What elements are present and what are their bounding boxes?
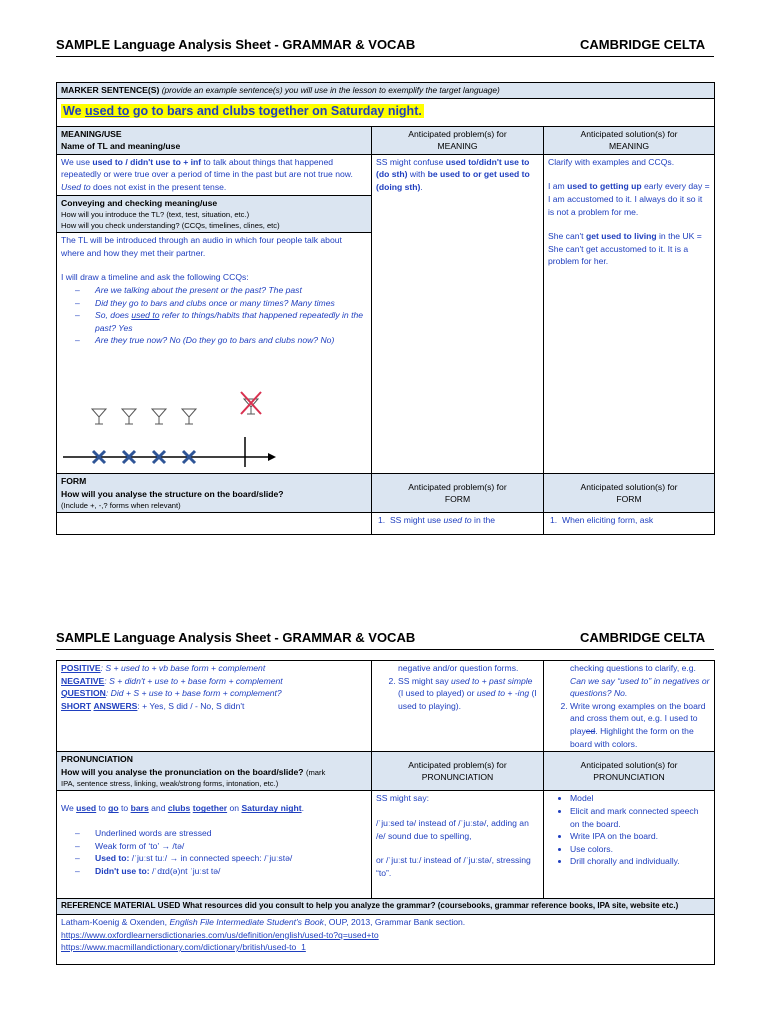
pronunciation-header: PRONUNCIATION How will you analyse the pronunciation on the board/slide? (mark IPA, sentence stress, linking, weak/strong forms, intonation, etc.) bbox=[57, 752, 372, 791]
conveying-header: Conveying and checking meaning/use How will you introduce the TL? (text, test, situation, etc.) How will you check understanding? (CCQs, timelines, clines, etc) bbox=[57, 195, 371, 234]
header-rule-2 bbox=[56, 649, 714, 650]
form-structures: POSITIVE: S + used to + vb base form + complement NEGATIVE: S + didn't + use to + base form + complement QUESTION: Did + S + use to + base form + complement? SHORT ANSWERS: + Yes, S did / - No, S didn't bbox=[57, 661, 372, 752]
solution-pronunciation-header: Anticipated solution(s) for PRONUNCIATION bbox=[544, 752, 715, 791]
problem-pronunciation-header: Anticipated problem(s) for PRONUNCIATION bbox=[372, 752, 544, 791]
pronunciation-example: We used to go to bars and clubs together on Saturday night. bbox=[61, 803, 304, 814]
martini-glass-icon bbox=[122, 409, 136, 424]
martini-glass-icon bbox=[152, 409, 166, 424]
solution-meaning-header: Anticipated solution(s) for MEANING bbox=[544, 126, 715, 154]
solution-pronunciation-body: • Model • Elicit and mark connected speech on the board. • Write IPA on the board. • Use colors. • Drill chorally and individually. bbox=[544, 791, 715, 899]
form-header: FORM How will you analyse the structure on the board/slide? (Include +, -,? forms when relevant) bbox=[57, 474, 372, 513]
pronunciation-body: We used to go to bars and clubs together on Saturday night. – Underlined words are stressed – Weak form of ‘to’ → /tə/ – Used to: /ˈjuːst tuː/ → in connected speech: /ˈjuːstə/ – Didn't use to: /ˈdɪd(ə)nt ˈjuːst tə/ bbox=[57, 791, 372, 899]
timeline-diagram bbox=[63, 429, 293, 474]
martini-glass-icon bbox=[182, 409, 196, 424]
form-body-start bbox=[57, 513, 372, 535]
solution-form-body: checking questions to clarify, e.g. Can we say “used to” in negatives or questions? No. 2. Write wrong examples on the board and cross them out, e.g. I used to played. Highlight the form on the board with colors. bbox=[544, 661, 715, 752]
problem-meaning-body: SS might confuse used to/didn't use to (do sth) with be used to or get used to (doing sth). bbox=[372, 154, 544, 473]
analysis-table-page1 bbox=[56, 82, 715, 535]
solution-form-header: Anticipated solution(s) for FORM bbox=[544, 474, 715, 513]
problem-form-body: negative and/or question forms. 2. SS might say used to + past simple (I used to played) or used to + -ing (I used to playing). bbox=[372, 661, 544, 752]
martini-glass-icon bbox=[92, 409, 106, 424]
page-title: SAMPLE Language Analysis Sheet - GRAMMAR & VOCAB bbox=[56, 37, 416, 52]
marker-sentence: We used to go to bars and clubs together on Saturday night. bbox=[57, 98, 715, 126]
meaning-body bbox=[57, 154, 372, 473]
problem-form-header: Anticipated problem(s) for FORM bbox=[372, 474, 544, 513]
martini-glass-icon bbox=[244, 399, 258, 414]
macmillan-dictionary-link[interactable]: https://www.macmillandictionary.com/dictionary/british/used-to_1 bbox=[61, 942, 306, 953]
analysis-table-page2 bbox=[56, 660, 715, 965]
problem-pronunciation-body: SS might say: /ˈjuːsed tə/ instead of /ˈjuːstə/, adding an /e/ sound due to spelling, or /ˈjuːst tuː/ instead of /ˈjuːstə/, stressing “to”. bbox=[372, 791, 544, 899]
oxford-dictionary-link[interactable]: https://www.oxfordlearnersdictionaries.com/us/definition/english/used-to?q=used+to bbox=[61, 929, 379, 940]
solution-form-start: 1. When eliciting form, ask bbox=[544, 513, 715, 535]
conveying-body: The TL will be introduced through an audio in which four people talk about where and how they met their partner. I will draw a timeline and ask the following CCQs: – Are we talking about the present or the past? The past – Did they go to bars and clubs once or many times? Many times – So, does used to refer to things/habits that happened repeatedly in the past? Yes – Are they true now? No (Do they go to bars and clubs now? No) bbox=[57, 233, 371, 473]
org-name: CAMBRIDGE CELTA bbox=[580, 37, 706, 52]
org-name-2: CAMBRIDGE CELTA bbox=[580, 630, 706, 645]
meaning-header: MEANING/USE Name of TL and meaning/use bbox=[57, 126, 372, 154]
solution-meaning-body: Clarify with examples and CCQs. I am used to getting up early every day = I am accustomed to it. I always do it so it is not a problem for me. She can't get used to living in the UK = She can't get accustomed to it. It is a problem for her. bbox=[544, 154, 715, 473]
header-rule bbox=[56, 56, 714, 57]
reference-body: Latham-Koenig & Oxenden, English File Intermediate Student's Book, OUP, 2013, Grammar Bank section. https://www.oxfordlearnersdictionaries.com/us/definition/english/used-to?q=used+to https://www.macmillandictionary.com/dictionary/british/used-to_1 bbox=[57, 914, 715, 964]
marker-header: MARKER SENTENCE(S) (provide an example sentence(s) you will use in the lesson to exemplify the target language) bbox=[57, 83, 715, 99]
reference-header: REFERENCE MATERIAL USED What resources did you consult to help you analyze the grammar? (coursebooks, grammar reference books, IPA site, website etc.) bbox=[57, 899, 715, 915]
problem-meaning-header: Anticipated problem(s) for MEANING bbox=[372, 126, 544, 154]
page-title-2: SAMPLE Language Analysis Sheet - GRAMMAR & VOCAB bbox=[56, 630, 416, 645]
meaning-definition: We use used to / didn't use to + inf to talk about things that happened repeatedly or were true over a period of time in the past but are not true now. Used to does not exist in the present tense. bbox=[61, 156, 353, 192]
problem-form-start: 1. SS might use used to in the bbox=[372, 513, 544, 535]
